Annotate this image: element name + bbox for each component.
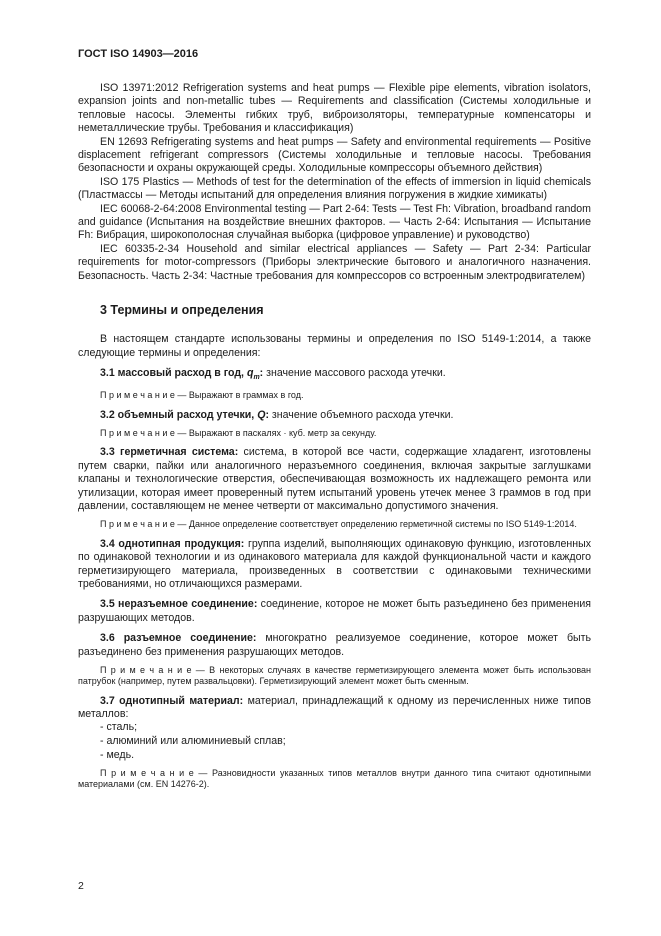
term-3-1-label: 3.1 массовый расход в год, bbox=[100, 366, 247, 379]
section-heading: 3 Термины и определения bbox=[100, 303, 264, 318]
note-3-6: П р и м е ч а н и е — В некоторых случаях в качестве герметизирующего элемента может быть использован патрубок (например, путем развальцовки). Герметизирующий элемент может быть сменным. bbox=[78, 665, 591, 687]
reference-en-12693: EN 12693 Refrigerating systems and heat pumps — Safety and environmental requirements — Positive displacement refrigerant compressors (Системы холодильные и тепловые насосы. Требования безопасности и охраны окружающей среды. Холодильные компрессоры объемного действия) bbox=[78, 135, 591, 175]
term-3-6-definition: многократно реализуемое соединение, которое может быть разъединено без применения разрушающих методов. bbox=[78, 632, 591, 658]
note-3-1: П р и м е ч а н и е — Выражают в граммах в год. bbox=[100, 390, 304, 401]
note-3-3: П р и м е ч а н и е — Данное определение соответствует определению герметичной системы по ISO 5149-1:2014. bbox=[100, 519, 577, 530]
term-3-3-label: 3.3 герметичная система: bbox=[100, 446, 239, 459]
term-3-1 bbox=[78, 367, 591, 385]
term-3-7-definition: материал, принадлежащий к одному из перечисленных ниже типов металлов: bbox=[78, 694, 591, 720]
term-3-4-definition: группа изделий, выполняющих одинаковую функцию, изготовленных по одинаковой технологии и из одинакового материала для каждой функциональной части и каждого герметизирующего материала, произведенных в соответствии с одинаковыми техническими требованиями, но отличающихся размерами. bbox=[78, 537, 591, 590]
term-3-2-label: 3.2 объемный расход утечки, bbox=[100, 408, 258, 421]
reference-iec-60335-2-34: IEC 60335-2-34 Household and similar electrical appliances — Safety — Part 2-34: Particular requirements for motor-compressors (Приборы электрические бытового и аналогичного назначения. Безопасность. Часть 2-34: Частные требования для компрессоров со встроенным электродвигателем) bbox=[78, 242, 591, 282]
reference-iec-60068-2-64: IEC 60068-2-64:2008 Environmental testing — Part 2-64: Tests — Test Fh: Vibration, broadband random and guidance (Испытания на воздействие внешних факторов. — Часть 2-64: Испытания — Испытание Fh: Вибрация, широкополосная случайная выборка (цифровое управление) и руководство) bbox=[78, 202, 591, 242]
term-3-3-definition: система, в которой все части, содержащие хладагент, изготовлены путем сварки, пайки или аналогичного неразъемного соединения, включая закрытые заглушками клапаны и технологические отверстия, обеспечивающая возможность их надлежащего ремонта или утилизации, которая имеет проверенный путем испытаний уровень утечек менее 3 граммов в год при давлении, составляющем не менее четверти от максимально допустимого значения. bbox=[78, 446, 591, 513]
section-intro: В настоящем стандарте использованы термины и определения по ISO 5149-1:2014, а также следующие термины и определения: bbox=[78, 333, 591, 359]
term-3-2-definition: значение объемного расхода утечки. bbox=[268, 408, 454, 421]
term-3-2-symbol: Q bbox=[257, 408, 266, 421]
note-3-2: П р и м е ч а н и е — Выражают в паскалях · куб. метр за секунду. bbox=[100, 428, 377, 439]
term-3-1-symbol-subscript: m bbox=[253, 374, 260, 382]
metal-list-item-steel: - сталь; bbox=[100, 721, 138, 734]
page-number: 2 bbox=[78, 880, 84, 892]
term-3-1-colon: : bbox=[259, 366, 264, 379]
term-3-1-symbol: q bbox=[246, 366, 254, 379]
note-3-7: П р и м е ч а н и е — Разновидности указанных типов металлов внутри данного типа считают однотипными материалами (см. EN 14276-2). bbox=[78, 768, 591, 790]
term-3-6-label: 3.6 разъемное соединение: bbox=[100, 632, 257, 645]
reference-iso-175: ISO 175 Plastics — Methods of test for the determination of the effects of immersion in liquid chemicals (Пластмассы — Методы испытаний для определения влияния погружения в жидкие химикаты) bbox=[78, 175, 591, 202]
document-header: ГОСТ ISO 14903—2016 bbox=[78, 48, 199, 60]
term-3-2 bbox=[78, 409, 591, 422]
term-3-4 bbox=[78, 538, 591, 592]
term-3-5 bbox=[78, 598, 591, 625]
term-3-5-definition: соединение, которое не может быть разъединено без применения разрушающих методов. bbox=[78, 598, 591, 624]
reference-iso-13971: ISO 13971:2012 Refrigeration systems and heat pumps — Flexible pipe elements, vibration isolators, expansion joints and non-metallic tubes — Requirements and classification (Системы холодильные и тепловые насосы. Элементы гибких труб, виброизоляторы, температурные компенсаторы и неметаллические трубы. Требования и классификация) bbox=[78, 82, 591, 135]
term-3-7-label: 3.7 однотипный материал: bbox=[100, 694, 244, 707]
term-3-1-definition: значение массового расхода утечки. bbox=[263, 366, 446, 379]
term-3-2-colon: : bbox=[265, 408, 269, 421]
term-3-7 bbox=[78, 695, 591, 722]
term-3-3 bbox=[78, 446, 591, 513]
document-content bbox=[78, 82, 591, 791]
term-3-4-label: 3.4 однотипная продукция: bbox=[100, 537, 245, 550]
term-3-5-label: 3.5 неразъемное соединение: bbox=[100, 598, 258, 611]
metal-list-item-copper: - медь. bbox=[100, 748, 135, 761]
metal-list-item-aluminium: - алюминий или алюминиевый сплав; bbox=[100, 735, 286, 747]
term-3-6 bbox=[78, 632, 591, 659]
